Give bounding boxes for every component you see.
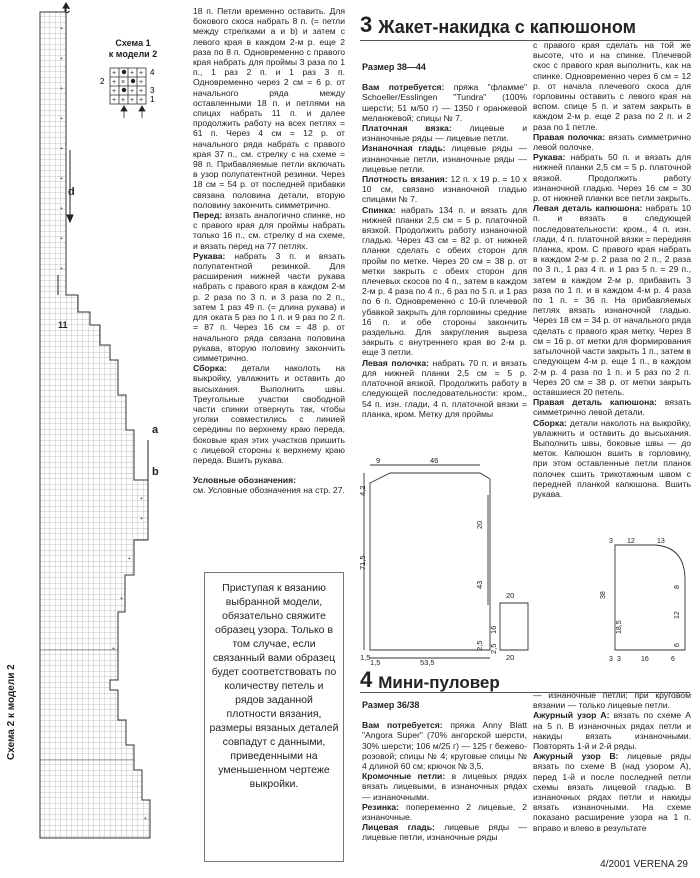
svg-text:+: + bbox=[139, 97, 144, 104]
plat-text: лицевые и изнаночные ряды — лицевые петли. bbox=[362, 123, 527, 144]
lfront-heading: Левая полочка: bbox=[362, 357, 429, 368]
note-box bbox=[204, 572, 344, 862]
s4-req-text: пряжа Anny Blatt "Angora Super" (70% ангорской шерсти, 30% шерсти; 106 м/25 г) — 125 г бежево-розовой; спицы № 4; круговые спицы № 4 длиной 60 см; крючок № 3,5. bbox=[362, 720, 528, 772]
section-4-number: 4 bbox=[360, 667, 373, 692]
svg-text:+: + bbox=[112, 79, 117, 86]
s4-rib-text: попеременно 2 лицевые, 2 изнаночные. bbox=[362, 801, 528, 823]
row-num-4: 4 bbox=[150, 68, 155, 77]
dim-hood-38: 38 bbox=[600, 591, 607, 599]
chart-1-title: Схема 1 bbox=[115, 38, 151, 48]
lfront-text: набрать 70 п. и вязать для нижней планки 2,5 см = 5 р. платочной вязкой. Продолжить работу в следующей последовательности: кром., 54 п. изн. глади, 4 п. платочной вязки = планка, кром. Метку для проймы bbox=[362, 357, 528, 419]
svg-text:+: + bbox=[130, 97, 135, 104]
dim-sleeve-20b: 20 bbox=[506, 653, 515, 662]
lhood-text: набрать 10 п. и вязать в следующей последовательности: кром., 4 п. изн. глади, 4 п. платочной вязки = передняя планка, кром. С правого края набрать в каждом 2-м р. 2 раза по 2 п., 2 раза по 3 п., 1 раз 4 п. и 1 раз 5 п. = 29 п., затем в каждом 2-м р. прибавить 3 раза по 1 п. и в каждом 4-м р. 4 раза по 1 п. = 36 п. На прибавляемых петлях вязать изнаночной гладью. Через 18 см = 34 р. от начального ряда сделать с правого края метку. Через 8 см = 16 р. от метки для формирования затылочной части закрыть 1 п., затем в следующем 4-м р. еще 1 п., в каждом 2-м р. 4 раза по 1 п. и 5 раз по 2 п. Через 20 см = 38 р. от метки закрыть оставшиеся 20 петель. bbox=[533, 203, 691, 397]
svg-text:+: + bbox=[121, 97, 126, 104]
text-column-4 bbox=[362, 700, 527, 843]
svg-text:×: × bbox=[121, 79, 126, 86]
marker-d: d bbox=[68, 186, 75, 198]
svg-text:+: + bbox=[112, 97, 117, 104]
svg-text:+: + bbox=[130, 70, 135, 77]
svg-text:+: + bbox=[112, 70, 117, 77]
svg-text:+: + bbox=[120, 596, 123, 602]
svg-text:+: + bbox=[60, 266, 63, 272]
dim-body-53-5: 53,5 bbox=[420, 658, 435, 667]
dim-hood-6: 6 bbox=[674, 643, 681, 647]
dim-hood-3: 3 bbox=[609, 538, 613, 545]
dim-body-1-5b: 1,5 bbox=[370, 658, 381, 667]
izn-text: лицевые ряды — изнаночные петли, изнаночные ряды — лицевые петли. bbox=[362, 143, 528, 174]
sleeve-text: набрать 3 п. и вязать полупатентной резинкой. Для расширения нижней части рукава набрать с правого края в каждом 2-м р. 2 раза по 3 п. и 3 раза по 2 п., затем 1 раз 49 п. (= длина рукава) и для оката 5 раз по 1 п. и 9 раз по 2 п. = 87 п. Через 16 см = 48 р. от начального ряда связана половина рукава, вторую половину закончить симметрично. bbox=[193, 250, 345, 363]
dens-text: 12 п. х 19 р. = 10 х 10 см, связано изнаночной гладью спицами № 7. bbox=[362, 174, 527, 205]
col3-paragraph-1: с правого края сделать на той же высоте, что и на спинке. Плечевой скос с правого края выполнить, как на спинке. Одновременно через 6 см = 12 р. от начала плечевого скоса для горловины оставить с левого края на вспом. спице 5 п. и затем закрыть в каждом 2-м р. еще 2 раза по 2 п. и 2 раза по 1 петле. bbox=[533, 40, 691, 132]
s4-a-text: вязать по схеме А на 5 п. В изнаночных рядах петли и накиды вязать изнаночными. Повторять 1-й и 2-й ряды. bbox=[533, 710, 692, 752]
front-text: вязать аналогично спинке, но с правого края для проймы набрать только 16 п., см. стрелку d на схеме, и вязать перед на 77 петлях. bbox=[193, 210, 345, 251]
s4-b-heading: Ажурный узор В: bbox=[533, 751, 619, 762]
pattern-hood bbox=[595, 535, 695, 665]
legend-text: см. Условные обозначения на стр. 27. bbox=[193, 485, 345, 496]
svg-text:+: + bbox=[128, 556, 131, 562]
marker-11: 11 bbox=[58, 320, 68, 330]
svg-text:+: + bbox=[112, 646, 115, 652]
text-column-2 bbox=[362, 62, 527, 419]
s4-rib-heading: Резинка: bbox=[362, 801, 399, 812]
svg-text:+: + bbox=[60, 176, 63, 182]
assembly-text: детали наколоть на выкройку, увлажнить и оставить до высыхания. Выполнить швы. Треугольные участки свободной части спинки отвернуть так, чтобы уголки совместились с линией середины по верхнему краю переда, боковые края этих участков пришить с лицевой стороны к верхнему краю переда. Вшить рукава. bbox=[193, 363, 345, 465]
text-column-5 bbox=[533, 690, 691, 833]
dim-body-1-5a: 1,5 bbox=[360, 653, 371, 662]
dim-body-20: 20 bbox=[475, 520, 484, 529]
section-4-heading: Мини-пуловер bbox=[378, 673, 500, 692]
assembly-heading: Сборка: bbox=[193, 363, 227, 374]
svg-text:+: + bbox=[130, 88, 135, 95]
row-num-3: 3 bbox=[150, 86, 155, 95]
svg-text:+: + bbox=[139, 79, 144, 86]
sleeve-outline bbox=[500, 603, 528, 650]
assembly3-heading: Сборка: bbox=[533, 417, 567, 428]
sleeve3-text: набрать 50 п. и вязать для нижней планки 2,5 см = 5 р. платочной вязкой. Продолжить работу изнаночной гладью. Через 16 см = 30 р. от нижней планки все петли закрыть. bbox=[533, 152, 691, 204]
svg-text:+: + bbox=[60, 26, 63, 32]
plat-heading: Платочная вязка: bbox=[362, 123, 452, 134]
svg-text:+: + bbox=[60, 146, 63, 152]
req-heading: Вам потребуется: bbox=[362, 82, 445, 93]
assembly3-text: детали наколоть на выкройку, увлажнить и оставить до высыхания. Выполнить швы, боковые швы — до меток. Капюшон вшить в горловину, при этом оставленные петли планок полочек сшить трикотажным швом с передней планкой капюшона. Вшить рукава. bbox=[533, 417, 691, 499]
dim-hood-12b: 12 bbox=[674, 611, 681, 619]
body-outline bbox=[370, 473, 490, 650]
svg-text:+: + bbox=[140, 496, 143, 502]
chart-1 bbox=[88, 38, 178, 148]
dim-body-9: 9 bbox=[376, 456, 381, 465]
section-3-size: Размер 38—44 bbox=[362, 62, 426, 72]
dim-body-43: 43 bbox=[475, 580, 484, 589]
dim-hood-12: 12 bbox=[627, 538, 635, 545]
svg-text:+: + bbox=[139, 70, 144, 77]
row-num-1: 1 bbox=[150, 95, 155, 104]
page-footer: 4/2001 VERENA 29 bbox=[600, 859, 688, 870]
dim-hood-18-5: 18,5 bbox=[616, 620, 623, 634]
marker-b: b bbox=[152, 466, 159, 478]
dim-body-46: 46 bbox=[430, 456, 439, 465]
text-column-3 bbox=[533, 40, 691, 499]
rfront-text: вязать симметрично левой полочке. bbox=[533, 131, 691, 153]
chart-1-subtitle: к модели 2 bbox=[108, 49, 158, 59]
chart-2-label: Схема 2 к модели 2 bbox=[6, 664, 17, 760]
text-column-1 bbox=[193, 6, 345, 496]
lhood-heading: Левая деталь капюшона: bbox=[533, 203, 643, 214]
s4-a-heading: Ажурный узор А: bbox=[533, 710, 610, 721]
dim-body-71-5: 71,5 bbox=[358, 555, 367, 570]
s4-smooth-text: лицевые ряды — лицевые петли, изнаночные ряды bbox=[362, 822, 528, 843]
dens-heading: Плотность вязания: bbox=[362, 174, 448, 185]
back-heading: Спинка: bbox=[362, 204, 396, 215]
sleeve-heading: Рукава: bbox=[193, 250, 226, 261]
dim-hood-3c: 3 bbox=[617, 656, 621, 663]
s4-edge-text: в лицевых рядах вязать лицевыми, в изнаночных рядах — изнаночными. bbox=[362, 771, 528, 802]
section-4-size: Размер 36/38 bbox=[362, 700, 420, 710]
svg-text:+: + bbox=[60, 206, 63, 212]
s4-req-heading: Вам потребуется: bbox=[362, 720, 443, 731]
svg-text:+: + bbox=[140, 516, 143, 522]
dim-body-4-2: 4,2 bbox=[358, 485, 367, 496]
dim-hood-3b: 3 bbox=[609, 656, 613, 663]
rfront-heading: Правая полочка: bbox=[533, 131, 606, 142]
pattern-body bbox=[360, 455, 530, 665]
req-text: пряжа "фламме" Schoeller/Esslingen "Tundra" (100% шерсти; 51 м/50 г) — 1350 г оранжевой меланжевой; спицы № 7. bbox=[362, 82, 528, 123]
row-num-2: 2 bbox=[100, 77, 105, 86]
section-3-title bbox=[360, 10, 690, 38]
svg-text:+: + bbox=[139, 88, 144, 95]
section-3-number: 3 bbox=[360, 12, 373, 37]
svg-text:+: + bbox=[144, 816, 147, 822]
marker-a: a bbox=[152, 424, 159, 436]
dim-sleeve-16: 16 bbox=[489, 625, 498, 634]
sleeve3-heading: Рукава: bbox=[533, 152, 566, 163]
front-heading: Перед: bbox=[193, 210, 223, 221]
s4-b-text: лицевые ряды вязать по схеме В (над узором А), перед 1-й и после последней петли схемы вязать лицевой гладью. В изнаночных рядах петли и накиды вязать изнаночными. На схеме показано расширение узора на 1 п. вправо и влево в результате bbox=[533, 751, 692, 833]
izn-heading: Изнаночная гладь: bbox=[362, 143, 446, 154]
rhood-heading: Правая деталь капюшона: bbox=[533, 397, 657, 408]
svg-text:+: + bbox=[112, 88, 117, 95]
col1-paragraph-1: 18 п. Петли временно оставить. Для бокового скоса набрать 8 п. (= петли между стрелками a и b) и затем с левого края в каждом 2-м р. еще 2 раза по 8 п. Одновременно с правого края набрать для проймы 3 раза по 1 п., 1 раз 2 п. и 1 раз 3 п. Одновременно через 2 см = 6 р. от начального ряда между оставленными 18 п. и петлями на спицах набрать 11 п. и далее продолжить работу на всех петлях = 61 п. Через 4 см = 12 р. от начального ряда набрать с правого края 37 п., см. стрелку c на схеме = 98 п. Прибавляемые петли включать в узор полупатентной резинки. Через 18 см = 54 р. от последней прибавки связана половина детали, вторую половину закончить симметрично. bbox=[193, 6, 345, 210]
dim-hood-13: 13 bbox=[657, 538, 665, 545]
rhood-text: вязать симметрично левой детали. bbox=[533, 397, 691, 418]
dim-sleeve-20: 20 bbox=[506, 591, 515, 600]
note-text: Приступая к вязанию выбранной модели, обязательно свяжите образец узора. Только в том случае, если связанный вами образец будет соответствовать по количеству петель и рядов заданной плотности вязания, размеры вязаных деталей совпадут с данными, приведенными на уменьшенном чертеже выкройки. bbox=[209, 582, 339, 790]
legend-heading: Условные обозначения: bbox=[193, 475, 296, 486]
dim-sleeve-2-5: 2,5 bbox=[489, 643, 498, 654]
chart-1-grid bbox=[88, 60, 178, 140]
svg-text:+: + bbox=[60, 56, 63, 62]
svg-text:+: + bbox=[60, 116, 63, 122]
dim-hood-6b: 6 bbox=[671, 656, 675, 663]
s4-edge-heading: Кромочные петли: bbox=[362, 771, 446, 782]
svg-text:+: + bbox=[60, 86, 63, 92]
s4-col2-paragraph-1: — изнаночные петли; при круговом вязании — только лицевые петли. bbox=[533, 690, 691, 711]
s4-smooth-heading: Лицевая гладь: bbox=[362, 822, 435, 833]
back-text: набрать 134 п. и вязать для нижней планки 2,5 см = 5 р. платочной вязкой. Продолжить работу изнаночной гладью. Через 43 см = 82 р. от нижней планки сделать с обеих сторон для пройм по метке. Через 20 см = 38 р. от метки закрыть с обеих сторон для плечевых скосов по 4 п., затем в каждом 2-м р. 4 раза по 4 п., 6 раз по 5 п. и 1 раз по 6 п. Одновременно с 10-й плечевой убавкой закрыть для горловины средние 16 п. и обе стороны закончить раздельно. Для закругления выреза закрыть с внутреннего края во 2-м р. еще 3 петли. bbox=[362, 204, 527, 358]
dim-hood-16: 16 bbox=[641, 656, 649, 663]
section-3-heading: Жакет-накидка с капюшоном bbox=[378, 17, 636, 37]
marker-c: c bbox=[64, 4, 71, 16]
svg-text:+: + bbox=[60, 236, 63, 242]
dim-hood-8: 8 bbox=[674, 585, 681, 589]
dim-body-2-5: 2,5 bbox=[475, 640, 484, 651]
hood-outline bbox=[615, 545, 685, 650]
